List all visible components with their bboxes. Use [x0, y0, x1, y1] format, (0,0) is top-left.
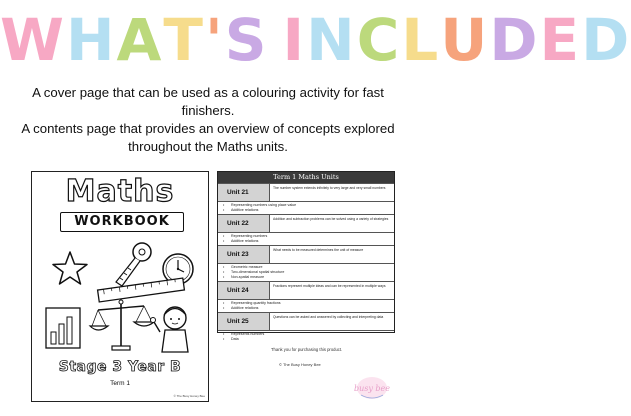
- headline-letter: I: [282, 6, 307, 74]
- unit-topic: • Represents numbers: [223, 332, 394, 337]
- unit-topic: • Representing numbers: [223, 234, 394, 239]
- svg-text:busy bee: busy bee: [353, 384, 391, 393]
- unit-name: Unit 21: [218, 184, 270, 201]
- unit-description: What needs to be measured determines the unit of measure: [273, 248, 364, 252]
- headline-letter: U: [440, 6, 490, 74]
- headline-letter: A: [116, 6, 164, 74]
- unit-name: Unit 24: [218, 282, 270, 299]
- unit-topic: • Data: [223, 337, 394, 342]
- contents-page-preview: [217, 171, 395, 341]
- thank-you-note: Thank you for purchasing this product.: [271, 347, 343, 352]
- unit-name: Unit 22: [218, 215, 270, 232]
- headline-letter: H: [65, 6, 117, 74]
- unit-topic: • Geometric measure: [223, 265, 394, 270]
- cover-stage-text: Stage 3 Year B: [58, 359, 182, 375]
- busy-bee-logo-icon: [355, 373, 389, 403]
- tape-measure-icon: [116, 243, 151, 286]
- unit-section: [218, 214, 394, 245]
- unit-name: Unit 25: [218, 313, 270, 330]
- contents-heading: Term 1 Maths Units: [218, 172, 394, 183]
- unit-description: Questions can be asked and answered by collecting and interpreting data: [273, 315, 384, 319]
- unit-description: Fractions represent multiple ideas and can be represented in multiple ways: [273, 284, 386, 288]
- unit-section: [218, 312, 394, 343]
- unit-name: Unit 23: [218, 246, 270, 263]
- headline: [0, 4, 631, 76]
- cover-term-text: Term 1: [110, 380, 130, 387]
- unit-section: [218, 245, 394, 281]
- bar-chart-icon: [46, 308, 80, 348]
- description-line-2: A contents page that provides an overview of concepts explored throughout the Maths units.: [21, 121, 395, 154]
- headline-letter: ': [205, 6, 225, 74]
- ruler-icon: [98, 278, 185, 302]
- headline-letter: L: [401, 6, 441, 74]
- unit-section: [218, 183, 394, 214]
- unit-section: [218, 281, 394, 312]
- unit-topic: • Non-spatial measure: [223, 275, 394, 280]
- headline-letter: N: [306, 6, 357, 74]
- star-icon: [53, 252, 87, 284]
- unit-topic: • Representing quantity fractions: [223, 301, 394, 306]
- unit-description: The number system extends infinitely to very large and very small numbers: [273, 186, 386, 190]
- copyright-note: © The Busy Honey Bee: [279, 362, 321, 367]
- unit-topic: • Additive relations: [223, 208, 394, 213]
- unit-topic: • Additive relations: [223, 306, 394, 311]
- unit-topic: • Two-dimensional spatial structure: [223, 270, 394, 275]
- headline-letter: W: [0, 6, 66, 74]
- unit-description: Addition and subtraction problems can be solved using a variety of strategies: [273, 217, 389, 221]
- unit-topic: • Additive relations: [223, 239, 394, 244]
- description: [20, 84, 396, 156]
- headline-letter: C: [356, 6, 402, 74]
- unit-topic: • Representing numbers using place value: [223, 203, 394, 208]
- cover-page-preview: [31, 171, 209, 402]
- balance-scale-icon: [90, 300, 154, 350]
- headline-letter: D: [581, 6, 631, 74]
- description-line-1: A cover page that can be used as a colouring activity for fast finishers.: [32, 85, 384, 118]
- headline-letter: T: [163, 6, 205, 74]
- headline-letter: E: [539, 6, 582, 74]
- cover-title: Maths: [65, 174, 175, 209]
- cover-footer: © The Busy Honey Bee: [173, 394, 205, 398]
- headline-letter: D: [489, 6, 540, 74]
- headline-letter: S: [224, 6, 269, 74]
- contents-units: [218, 183, 394, 343]
- cover-banner: WORKBOOK: [60, 212, 184, 232]
- student-icon: [151, 307, 189, 352]
